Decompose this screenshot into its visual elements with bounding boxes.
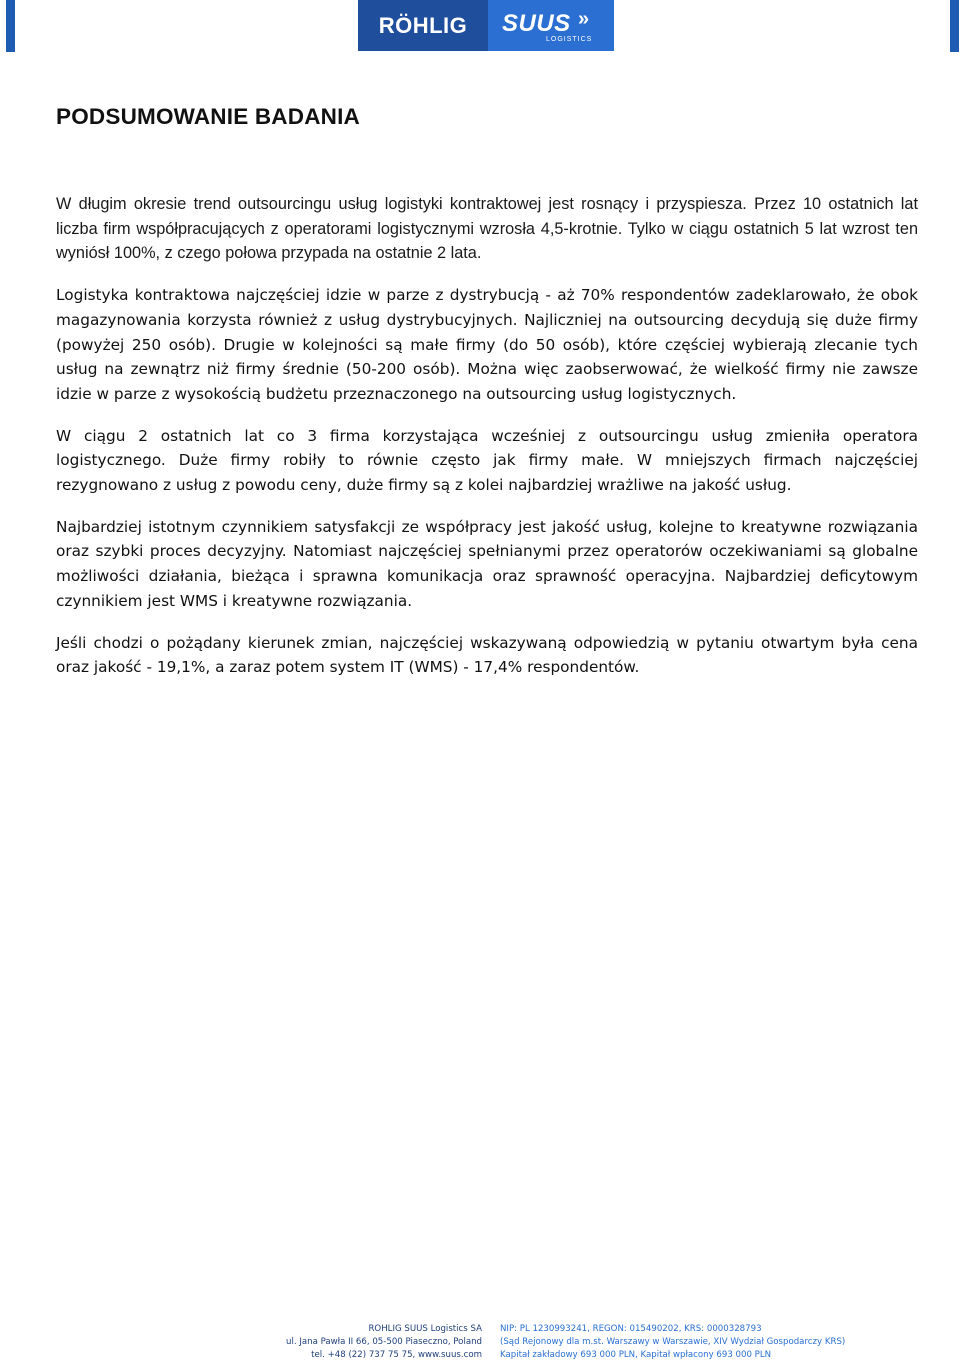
footer-company-info	[286, 1323, 482, 1362]
logo-subtext: LOGISTICS	[546, 36, 593, 43]
footer-capital: Kapitał zakładowy 693 000 PLN, Kapitał wpłacony 693 000 PLN	[500, 1350, 772, 1360]
footer-address: ul. Jana Pawła II 66, 05-500 Piaseczno, Poland	[286, 1337, 482, 1347]
footer-company-name: ROHLIG SUUS Logistics SA	[368, 1324, 482, 1334]
logo-rohlig-text: RÖHLIG	[378, 12, 468, 38]
logo-rohlig-block	[358, 0, 488, 51]
footer-tax-ids: NIP: PL 1230993241, REGON: 015490202, KRS: 0000328793	[500, 1324, 762, 1334]
page-title: PODSUMOWANIE BADANIA	[56, 104, 361, 129]
company-logo	[358, 0, 614, 51]
paragraph-trend: W długim okresie trend outsourcingu usług logistyki kontraktowej jest rosnący i przyspiesza. Przez 10 ostatnich lat liczba firm współpracujących z operatorami logistycznymi wzrosła 4,5-krotnie. Tylko w ciągu ostatnich 5 lat wzrost ten wyniósł 100%, z czego połowa przypada na ostatnie 2 lata.	[56, 195, 918, 263]
paragraph-satisfaction: Najbardziej istotnym czynnikiem satysfakcji ze współpracy jest jakość usług, kolejne to kreatywne rozwiązania oraz szybki proces decyzyjny. Natomiast najczęściej spełnianymi przez operatorów oczekiwaniami są globalne możliwości działania, bieżąca i sprawna komunikacja oraz sprawność operacyjna. Najbardziej deficytowym czynnikiem jest WMS i kreatywne rozwiązania.	[56, 517, 918, 610]
paragraph-operator-change: W ciągu 2 ostatnich lat co 3 firma korzystająca wcześniej z outsourcingu usług zmieniła operatora logistycznego. Duże firmy robiły to równie często jak firmy małe. W mniejszych firmach najczęściej rezygnowano z usług z powodu ceny, duże firmy są z kolei najbardziej wrażliwe na jakość usług.	[56, 426, 918, 495]
paragraph-distribution: Logistyka kontraktowa najczęściej idzie w parze z dystrybucją - aż 70% respondentów zadeklarowało, że obok magazynowania korzysta również z usług dystrybucyjnych. Najliczniej na outsourcing decydują się duże firmy (powyżej 250 osób). Drugie w kolejności są małe firmy (do 50 osób), które częściej wybierają zlecanie tych usług na zewnątrz niż firmy średnie (50-200 osób). Można więc zaobserwować, że wielkość firmy nie zawsze idzie w parze z wysokością budżetu przeznaczonego na outsourcing usług logistycznych.	[56, 286, 918, 403]
logo-chevrons-icon: »	[578, 8, 590, 30]
right-edge-bar	[950, 0, 959, 52]
logo-suus-text: SUUS	[502, 10, 571, 37]
left-edge-bar	[6, 0, 15, 52]
footer-registration-info	[500, 1323, 845, 1362]
footer-court: (Sąd Rejonowy dla m.st. Warszawy w Warszawie, XIV Wydział Gospodarczy KRS)	[500, 1337, 846, 1347]
document-body	[56, 192, 918, 697]
footer-contact: tel. +48 (22) 737 75 75, www.suus.com	[311, 1350, 482, 1360]
paragraph-desired-changes: Jeśli chodzi o pożądany kierunek zmian, najczęściej wskazywaną odpowiedzią w pytaniu otwartym była cena oraz jakość - 19,1%, a zaraz potem system IT (WMS) - 17,4% respondentów.	[56, 633, 918, 677]
logo-suus-block	[488, 0, 614, 51]
